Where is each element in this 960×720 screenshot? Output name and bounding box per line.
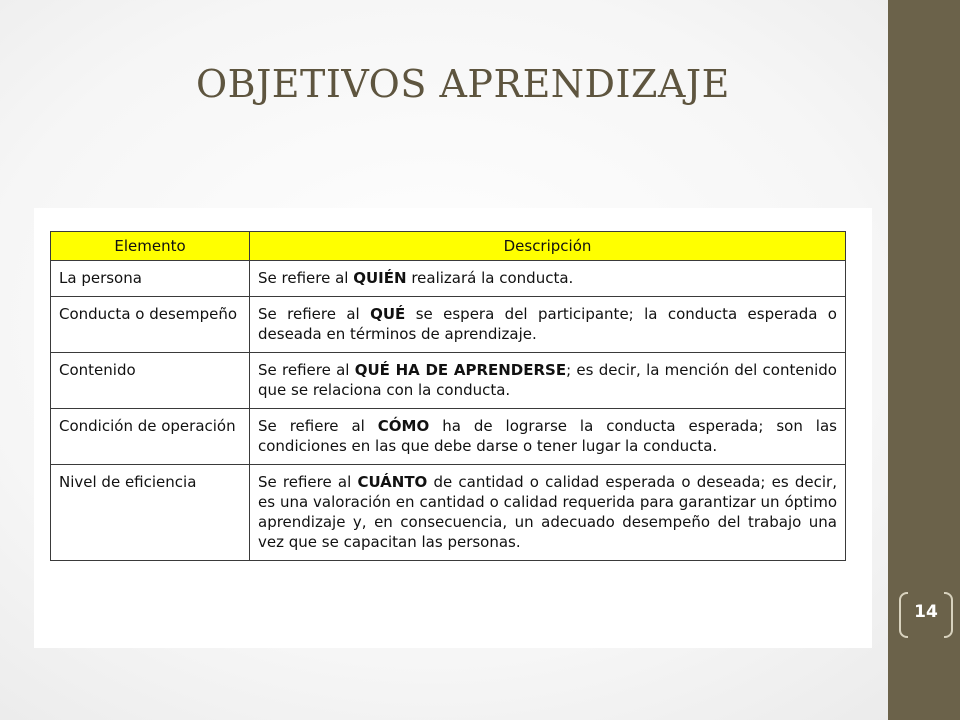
description-keyword: QUIÉN xyxy=(353,269,407,287)
description-text: Se refiere al xyxy=(258,417,378,435)
table-row xyxy=(51,465,846,561)
row-element: Nivel de eficiencia xyxy=(51,465,250,561)
row-element: Condición de operación xyxy=(51,409,250,465)
row-description xyxy=(250,297,846,353)
table-row xyxy=(51,409,846,465)
table-row xyxy=(51,297,846,353)
description-keyword: CUÁNTO xyxy=(357,473,428,491)
row-description xyxy=(250,353,846,409)
table-row xyxy=(51,261,846,297)
row-description xyxy=(250,261,846,297)
table-image-frame xyxy=(34,208,872,648)
description-text: ; es decir, la mención del contenido que se relaciona con la conducta. xyxy=(258,361,837,399)
header-description: Descripción xyxy=(250,232,846,261)
description-text: se espera del participante; la conducta esperada o deseada en términos de aprendizaje. xyxy=(258,305,837,343)
row-element: La persona xyxy=(51,261,250,297)
description-text: ha de lograrse la conducta esperada; son las condiciones en las que debe darse o tener lugar la conducta. xyxy=(258,417,837,455)
description-text: Se refiere al xyxy=(258,361,355,379)
description-text: realizará la conducta. xyxy=(406,269,574,287)
row-description xyxy=(250,409,846,465)
row-description xyxy=(250,465,846,561)
table-header-row xyxy=(51,232,846,261)
page-number-badge xyxy=(897,590,955,638)
row-element: Conducta o desempeño xyxy=(51,297,250,353)
row-element: Contenido xyxy=(51,353,250,409)
page-number: 14 xyxy=(914,602,938,622)
header-element: Elemento xyxy=(51,232,250,261)
slide-title: OBJETIVOS APRENDIZAJE xyxy=(196,62,730,106)
description-keyword: QUÉ xyxy=(370,305,406,323)
table-row xyxy=(51,353,846,409)
description-text: Se refiere al xyxy=(258,473,358,491)
description-keyword: CÓMO xyxy=(377,417,430,435)
description-text: de cantidad o calidad esperada o deseada; es decir, es una valoración en cantidad o calidad requerida para garantizar un óptimo aprendizaje y, en consecuencia, un adecuado desempeño del trabajo una vez que se capacitan las personas. xyxy=(258,473,837,551)
description-keyword: QUÉ HA DE APRENDERSE xyxy=(354,361,567,379)
objectives-table xyxy=(50,231,846,561)
description-text: Se refiere al xyxy=(258,269,354,287)
description-text: Se refiere al xyxy=(258,305,371,323)
